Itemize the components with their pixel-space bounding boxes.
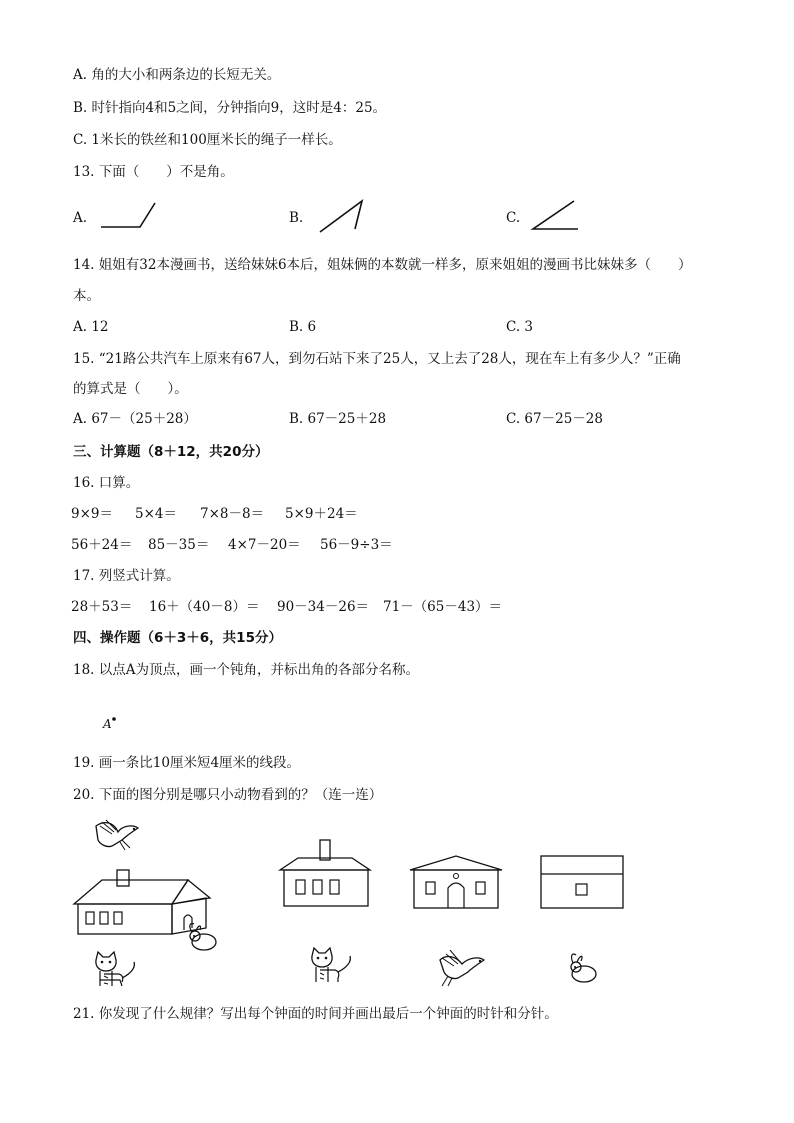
q16-item: 9×9＝ bbox=[71, 506, 113, 522]
question-15: 15. “21路公共汽车上原来有67人，到勿石站下来了25人，又上去了28人，现在车上有多少人？”正确 bbox=[73, 351, 681, 367]
statement-a: A. 角的大小和两条边的长短无关。 bbox=[73, 67, 281, 83]
q16-item: 4×7－20＝ bbox=[228, 537, 301, 553]
question-21: 21. 你发现了什么规律？写出每个钟面的时间并画出最后一个钟面的时针和分针。 bbox=[73, 1006, 558, 1022]
q16-item: 5×9＋24＝ bbox=[285, 506, 358, 522]
house-top-view-icon bbox=[539, 854, 625, 910]
q13-option-b-label: B. bbox=[289, 210, 304, 226]
q16-item: 5×4＝ bbox=[135, 506, 177, 522]
q14-option-b: B. 6 bbox=[289, 319, 317, 335]
house-side-view-icon bbox=[408, 852, 506, 910]
q13-figure-b bbox=[318, 198, 373, 234]
section-4-heading: 四、操作题（6＋3＋6，共15分） bbox=[73, 630, 282, 646]
q15-option-c: C. 67－25－28 bbox=[506, 411, 603, 427]
question-17: 17. 列竖式计算。 bbox=[73, 568, 180, 584]
q17-item: 90－34－26＝ bbox=[277, 599, 370, 615]
cat-icon bbox=[92, 950, 142, 990]
q17-item: 28＋53＝ bbox=[71, 599, 133, 615]
house-front-view-icon bbox=[278, 838, 373, 910]
question-19: 19. 画一条比10厘米短4厘米的线段。 bbox=[73, 755, 301, 771]
q13-figure-a bbox=[100, 200, 160, 230]
question-16: 16. 口算。 bbox=[73, 475, 140, 491]
point-a-label: A bbox=[103, 717, 112, 731]
q13-option-a-label: A. bbox=[73, 210, 88, 226]
question-14: 14. 姐姐有32本漫画书，送给妹妹6本后，姐妹俩的本数就一样多，原来姐姐的漫画书比妹妹多（ ） bbox=[73, 257, 692, 273]
q15-option-a: A. 67－（25＋28） bbox=[73, 411, 197, 427]
statement-c: C. 1米长的铁丝和100厘米长的绳子一样长。 bbox=[73, 132, 342, 148]
question-14-cont: 本。 bbox=[73, 288, 100, 304]
section-3-heading: 三、计算题（8＋12，共20分） bbox=[73, 444, 269, 460]
q16-item: 7×8－8＝ bbox=[200, 506, 265, 522]
question-15-cont: 的算式是（ ）。 bbox=[73, 381, 188, 397]
cat-icon bbox=[308, 946, 358, 986]
q13-figure-c bbox=[530, 198, 585, 234]
rabbit-icon bbox=[186, 922, 220, 954]
q17-item: 16＋（40－8）＝ bbox=[149, 599, 260, 615]
question-13: 13. 下面（ ）不是角。 bbox=[73, 164, 234, 180]
bird-icon bbox=[436, 946, 488, 988]
q16-item: 85－35＝ bbox=[148, 537, 210, 553]
statement-b: B. 时针指向4和5之间，分钟指向9，这时是4：25。 bbox=[73, 100, 387, 116]
q17-item: 71－（65－43）＝ bbox=[383, 599, 503, 615]
q13-option-c-label: C. bbox=[506, 210, 521, 226]
question-18: 18. 以点A为顶点，画一个钝角，并标出角的各部分名称。 bbox=[73, 662, 420, 678]
bird-icon bbox=[92, 818, 142, 854]
q15-option-b: B. 67－25＋28 bbox=[289, 411, 387, 427]
q14-option-a: A. 12 bbox=[73, 319, 109, 335]
question-20: 20. 下面的图分别是哪只小动物看到的？（连一连） bbox=[73, 787, 383, 803]
q16-item: 56－9÷3＝ bbox=[320, 537, 393, 553]
q14-option-c: C. 3 bbox=[506, 319, 534, 335]
rabbit-icon bbox=[566, 952, 602, 986]
point-a-dot bbox=[111, 716, 117, 722]
q16-item: 56＋24＝ bbox=[71, 537, 133, 553]
